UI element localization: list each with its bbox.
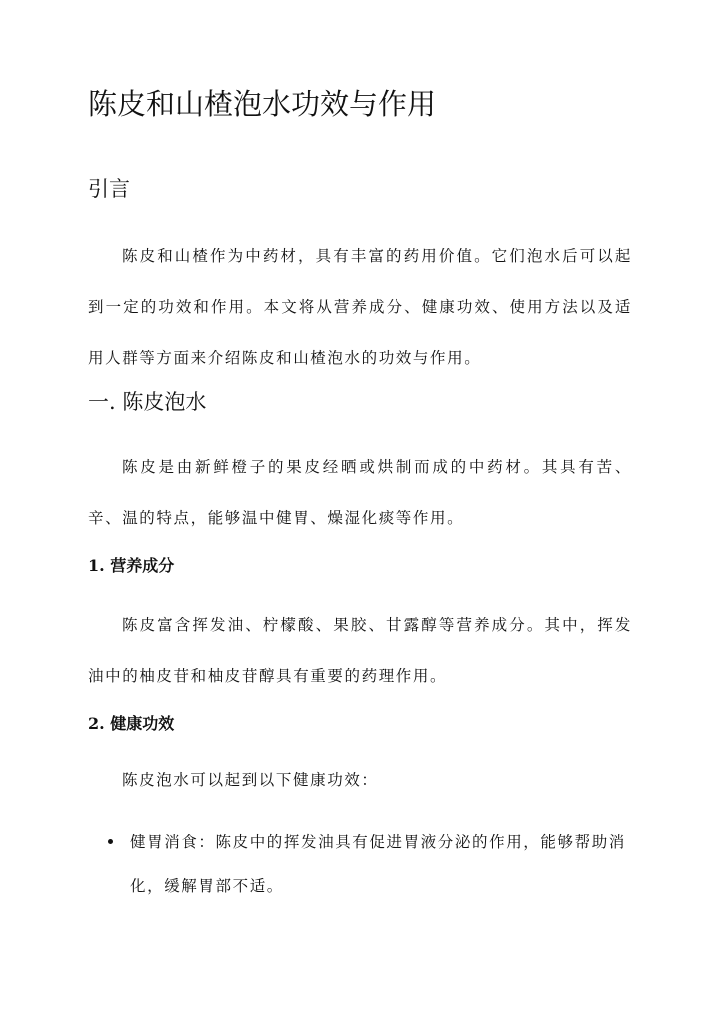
section-paragraph-chenpi: 陈皮是由新鲜橙子的果皮经晒或烘制而成的中药材。其具有苦、辛、温的特点，能够温中健胃、燥湿化痰等作用。 (88, 458, 632, 527)
intro-paragraph: 陈皮和山楂作为中药材，具有丰富的药用价值。它们泡水后可以起到一定的功效和作用。本文将从营养成分、健康功效、使用方法以及适用人群等方面来介绍陈皮和山楂泡水的功效与作用。 (88, 247, 632, 367)
list-item-text: 健胃消食：陈皮中的挥发油具有促进胃液分泌的作用，能够帮助消化，缓解胃部不适。 (130, 833, 626, 895)
section-heading-chenpi: 一. 陈皮泡水 (88, 390, 207, 414)
health-effects-paragraph: 陈皮泡水可以起到以下健康功效： (122, 771, 379, 789)
intro-heading: 引言 (88, 177, 130, 201)
subheading-health-effects: 2. 健康功效 (88, 714, 175, 733)
list-item (96, 820, 632, 908)
page-title: 陈皮和山楂泡水功效与作用 (88, 87, 437, 121)
subheading-nutrition: 1. 营养成分 (88, 556, 175, 575)
health-effects-list (96, 820, 632, 908)
nutrition-paragraph: 陈皮富含挥发油、柠檬酸、果胶、甘露醇等营养成分。其中，挥发油中的柚皮苷和柚皮苷醇具有重要的药理作用。 (88, 616, 632, 685)
bullet-dot-icon (108, 839, 113, 844)
